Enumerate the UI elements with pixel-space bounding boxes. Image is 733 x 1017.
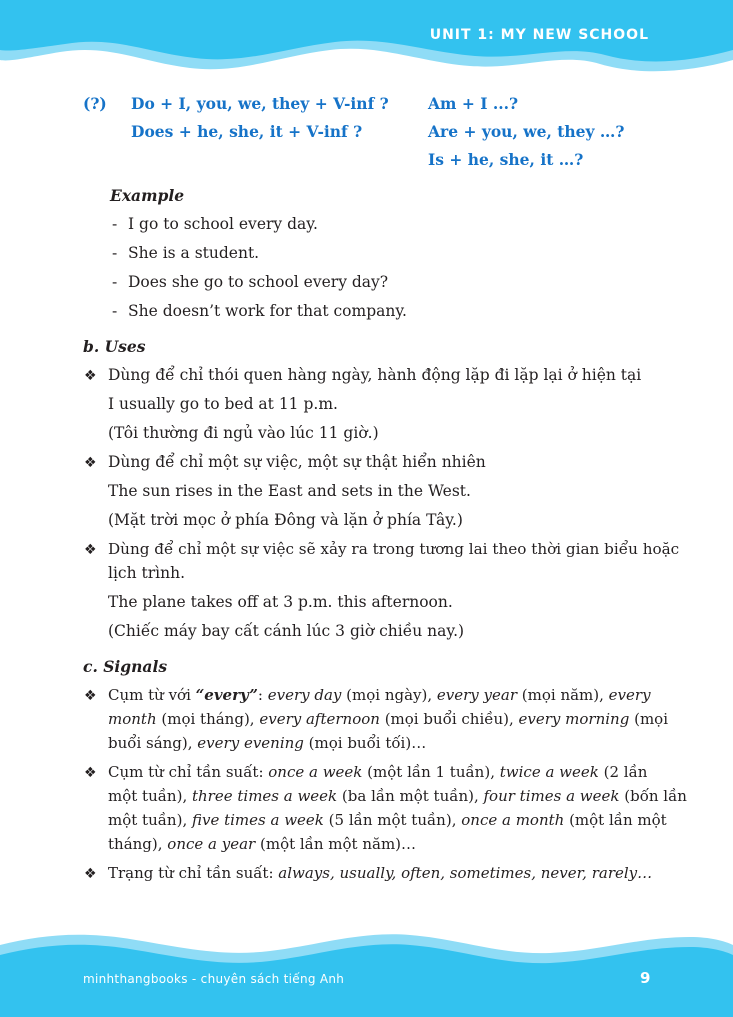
example-heading: Example bbox=[110, 186, 185, 205]
use-translation: (Mặt trời mọc ở phía Đông và lặn ở phía Tây.) bbox=[108, 511, 463, 529]
question-marker: (?) bbox=[83, 94, 107, 113]
example-item: She is a student. bbox=[128, 244, 260, 262]
use-text-cont: lịch trình. bbox=[108, 564, 185, 582]
form-does-line: Does + he, she, it + V-inf ? bbox=[131, 122, 363, 141]
diamond-bullet-icon: ❖ bbox=[84, 765, 97, 781]
example-item: She doesn’t work for that company. bbox=[128, 302, 407, 320]
diamond-bullet-icon: ❖ bbox=[84, 455, 97, 471]
unit-title: UNIT 1: MY NEW SCHOOL bbox=[429, 27, 649, 43]
signal-every-line3: buổi sáng), every evening (mọi buổi tối)… bbox=[108, 734, 427, 752]
signal-frequency-line1: Cụm từ chỉ tần suất: once a week (một lần 1 tuần), twice a week (2 lần bbox=[108, 763, 648, 781]
use-example: The plane takes off at 3 p.m. this afternoon. bbox=[108, 593, 453, 611]
example-dash: - bbox=[112, 273, 118, 291]
diamond-bullet-icon: ❖ bbox=[84, 368, 97, 384]
signal-frequency-line2: một tuần), three times a week (ba lần một tuần), four times a week (bốn lần bbox=[108, 787, 687, 805]
uses-heading: b. Uses bbox=[83, 337, 146, 356]
diamond-bullet-icon: ❖ bbox=[84, 866, 97, 882]
example-dash: - bbox=[112, 302, 118, 320]
form-am-line: Am + I ...? bbox=[428, 94, 519, 113]
use-translation: (Tôi thường đi ngủ vào lúc 11 giờ.) bbox=[108, 424, 379, 442]
example-item: I go to school every day. bbox=[128, 215, 318, 233]
signal-adverbs-line: Trạng từ chỉ tần suất: always, usually, often, sometimes, never, rarely… bbox=[108, 864, 653, 882]
use-text: Dùng để chỉ thói quen hàng ngày, hành động lặp đi lặp lại ở hiện tại bbox=[108, 366, 642, 384]
signal-every-line2: month (mọi tháng), every afternoon (mọi buổi chiều), every morning (mọi bbox=[108, 710, 668, 728]
use-text: Dùng để chỉ một sự việc, một sự thật hiển nhiên bbox=[108, 453, 486, 471]
diamond-bullet-icon: ❖ bbox=[84, 688, 97, 704]
footer-publisher: minhthangbooks - chuyên sách tiếng Anh bbox=[83, 972, 345, 986]
diamond-bullet-icon: ❖ bbox=[84, 542, 97, 558]
form-do-line: Do + I, you, we, they + V-inf ? bbox=[131, 94, 389, 113]
use-translation: (Chiếc máy bay cất cánh lúc 3 giờ chiều nay.) bbox=[108, 622, 465, 640]
form-are-line: Are + you, we, they …? bbox=[428, 122, 625, 141]
use-text: Dùng để chỉ một sự việc sẽ xảy ra trong tương lai theo thời gian biểu hoặc bbox=[108, 540, 680, 558]
example-dash: - bbox=[112, 215, 118, 233]
signal-frequency-line3: một tuần), five times a week (5 lần một tuần), once a month (một lần một bbox=[108, 811, 667, 829]
example-dash: - bbox=[112, 244, 118, 262]
example-item: Does she go to school every day? bbox=[128, 273, 389, 291]
use-example: The sun rises in the East and sets in the West. bbox=[108, 482, 471, 500]
form-is-line: Is + he, she, it …? bbox=[428, 150, 584, 169]
signal-every-line1: Cụm từ với “every”: every day (mọi ngày), every year (mọi năm), every bbox=[108, 686, 651, 704]
signals-heading: c. Signals bbox=[83, 657, 168, 676]
page-number: 9 bbox=[640, 969, 651, 987]
signal-frequency-line4: tháng), once a year (một lần một năm)… bbox=[108, 835, 417, 853]
use-example: I usually go to bed at 11 p.m. bbox=[108, 395, 338, 413]
